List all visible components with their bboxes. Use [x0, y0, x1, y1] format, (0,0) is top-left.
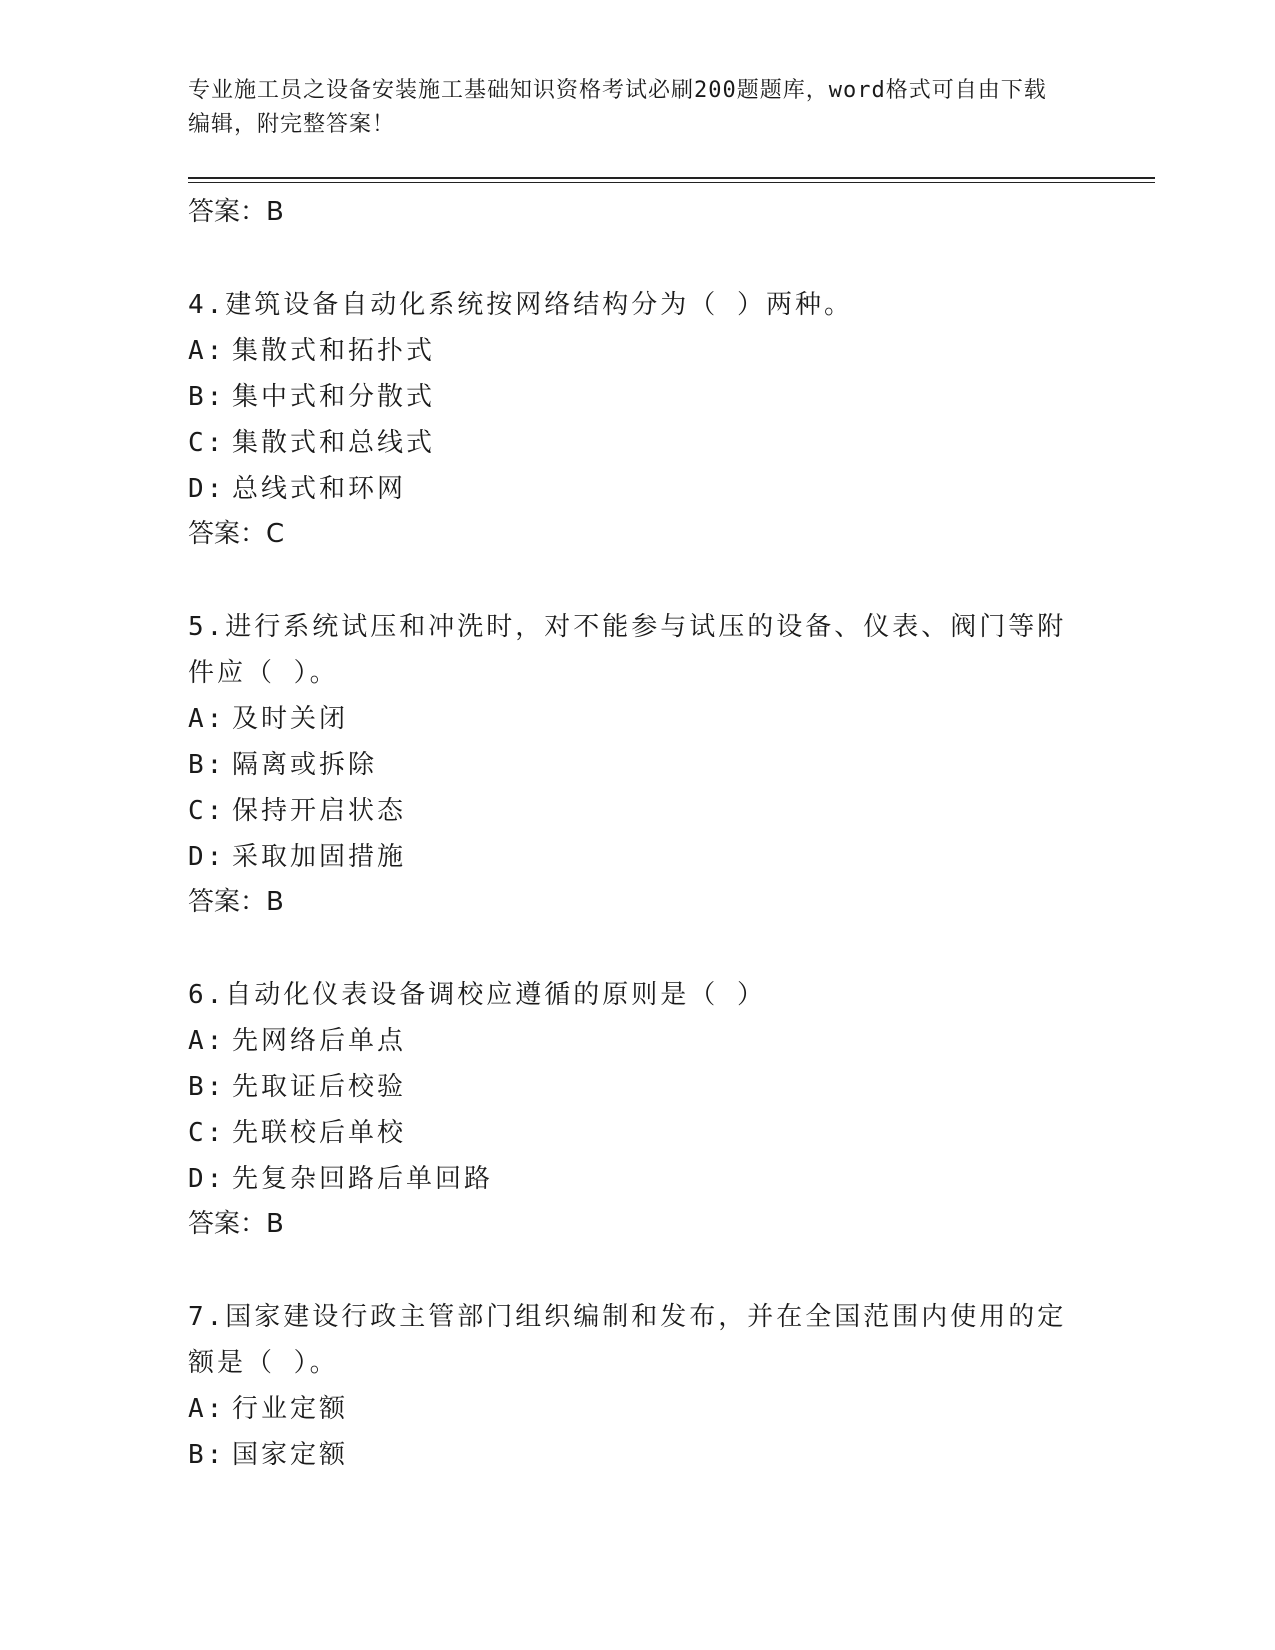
question-item	[188, 604, 1088, 924]
answer-line: 答案：C	[188, 519, 285, 549]
option-c	[188, 1110, 1088, 1156]
answer-line: 答案：B	[188, 1209, 284, 1239]
option-letter: C:	[188, 428, 226, 458]
option-text: 集中式和分散式	[232, 382, 436, 412]
header-divider-thin	[188, 182, 1155, 183]
question-stem: 7.国家建设行政主管部门组织编制和发布，并在全国范围内使用的定额是（ ）。	[188, 1302, 1067, 1378]
option-text: 先网络后单点	[232, 1026, 407, 1056]
answer-line: 答案：B	[188, 887, 284, 917]
option-text: 隔离或拆除	[232, 750, 378, 780]
question-stem: 4.建筑设备自动化系统按网络结构分为（ ）两种。	[188, 290, 853, 320]
option-text: 国家定额	[232, 1440, 349, 1470]
option-letter: C:	[188, 1118, 226, 1148]
option-text: 先取证后校验	[232, 1072, 407, 1102]
option-letter: B:	[188, 750, 226, 780]
option-b	[188, 1064, 1088, 1110]
option-letter: D:	[188, 842, 226, 872]
option-b	[188, 374, 1088, 420]
option-text: 保持开启状态	[232, 796, 407, 826]
option-text: 采取加固措施	[232, 842, 407, 872]
option-letter: C:	[188, 796, 226, 826]
question-stem: 6.自动化仪表设备调校应遵循的原则是（ ）	[188, 980, 766, 1010]
option-d	[188, 1156, 1088, 1202]
question-item	[188, 972, 1088, 1246]
document-header: 专业施工员之设备安装施工基础知识资格考试必刷200题题库，word格式可自由下载编辑，附完整答案！	[188, 78, 1047, 137]
question-item	[188, 1294, 1088, 1478]
option-a	[188, 1018, 1088, 1064]
option-c	[188, 420, 1088, 466]
option-a	[188, 328, 1088, 374]
option-letter: A:	[188, 1026, 226, 1056]
option-text: 行业定额	[232, 1394, 349, 1424]
option-letter: B:	[188, 1440, 226, 1470]
option-text: 总线式和环网	[232, 474, 407, 504]
option-letter: A:	[188, 336, 226, 366]
option-letter: D:	[188, 1164, 226, 1194]
question-list	[188, 190, 1088, 1478]
option-b	[188, 742, 1088, 788]
option-letter: B:	[188, 1072, 226, 1102]
option-a	[188, 696, 1088, 742]
option-letter: A:	[188, 1394, 226, 1424]
option-text: 先复杂回路后单回路	[232, 1164, 494, 1194]
option-letter: B:	[188, 382, 226, 412]
option-text: 集散式和拓扑式	[232, 336, 436, 366]
option-text: 及时关闭	[232, 704, 349, 734]
header-divider-thick	[188, 177, 1155, 179]
option-b	[188, 1432, 1088, 1478]
option-a	[188, 1386, 1088, 1432]
question-stem: 5.进行系统试压和冲洗时，对不能参与试压的设备、仪表、阀门等附件应（ ）。	[188, 612, 1067, 688]
answer-line: 答案：B	[188, 197, 284, 227]
option-text: 先联校后单校	[232, 1118, 407, 1148]
option-c	[188, 788, 1088, 834]
option-letter: D:	[188, 474, 226, 504]
option-text: 集散式和总线式	[232, 428, 436, 458]
option-letter: A:	[188, 704, 226, 734]
option-d	[188, 834, 1088, 880]
question-item	[188, 282, 1088, 556]
option-d	[188, 466, 1088, 512]
